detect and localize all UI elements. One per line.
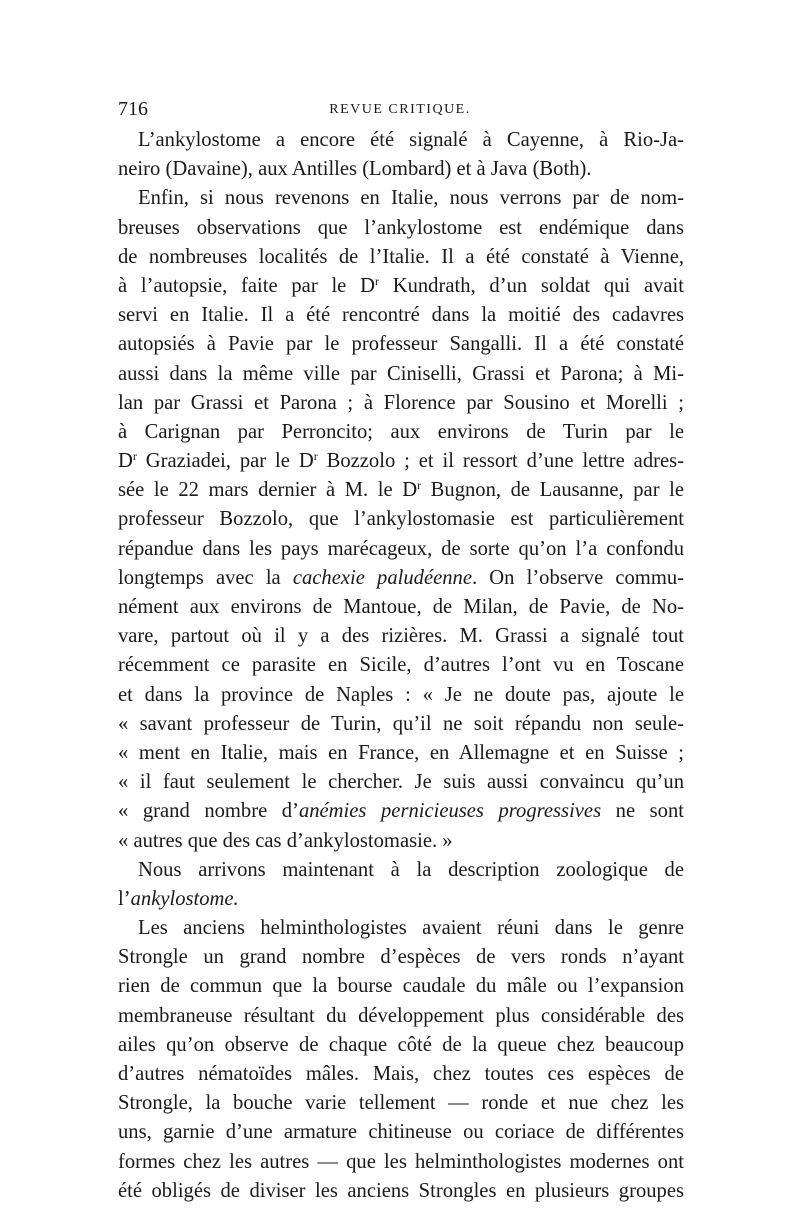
text-segment: à l’autopsie, faite par le D xyxy=(118,274,375,297)
text-line xyxy=(118,914,684,943)
running-title: REVUE CRITIQUE. xyxy=(329,102,471,117)
text-segment: ne sont xyxy=(601,800,684,823)
body-text xyxy=(118,126,684,1206)
text-line xyxy=(118,389,684,418)
text-line xyxy=(118,505,684,534)
text-line xyxy=(118,535,684,564)
text-line xyxy=(118,972,684,1001)
text-line xyxy=(118,301,684,330)
text-line xyxy=(118,1177,684,1206)
text-line xyxy=(118,885,684,914)
superscript: r xyxy=(374,273,379,288)
text-line xyxy=(118,768,684,797)
text-segment: Strongle un grand nombre d’espèces de vers ronds n’ayant xyxy=(118,946,684,969)
text-segment: « il faut seulement le chercher. Je suis aussi convaincu qu’un xyxy=(118,771,684,794)
italic-text: ankylostome. xyxy=(130,887,239,910)
text-segment: Graziadei, par le D xyxy=(136,450,314,473)
text-line xyxy=(118,710,684,739)
text-segment: formes chez les autres — que les helminthologistes modernes ont xyxy=(118,1150,684,1173)
text-segment: Nous arrivons maintenant à la description zoologique de xyxy=(138,858,684,881)
text-segment: nément aux environs de Mantoue, de Milan, de Pavie, de No- xyxy=(118,596,684,618)
text-line xyxy=(118,1148,684,1177)
text-segment: lan par Grassi et Parona ; à Florence par Sousino et Morelli ; xyxy=(118,391,684,414)
text-segment: Strongle, la bouche varie tellement — ronde et nue chez les xyxy=(118,1092,684,1115)
text-line xyxy=(118,447,684,476)
text-line xyxy=(118,184,684,213)
text-line xyxy=(118,681,684,710)
text-segment: breuses observations que l’ankylostome est endémique dans xyxy=(118,216,684,239)
text-segment: Les anciens helminthologistes avaient réuni dans le genre xyxy=(138,917,684,940)
text-line xyxy=(118,418,684,447)
text-segment: longtemps avec la xyxy=(118,566,293,589)
text-line xyxy=(118,622,684,651)
text-segment: rien de commun que la bourse caudale du mâle ou l’expansion xyxy=(118,975,684,998)
text-line xyxy=(118,1031,684,1060)
text-line xyxy=(118,564,684,593)
text-line xyxy=(118,214,684,243)
page-number: 716 xyxy=(118,98,148,120)
text-segment: Bugnon, de Lausanne, par le xyxy=(421,479,684,502)
text-segment: L’ankylostome a encore été signalé à Cayenne, à Rio-Ja- xyxy=(138,129,684,151)
text-line xyxy=(118,360,684,389)
text-segment: uns, garnie d’une armature chitineuse ou coriace de différentes xyxy=(118,1121,684,1144)
text-line xyxy=(118,476,684,505)
text-line xyxy=(118,126,684,155)
text-line xyxy=(118,739,684,768)
superscript: r xyxy=(132,449,137,464)
text-line xyxy=(118,827,684,856)
text-segment: ailes qu’on observe de chaque côté de la queue chez beaucoup xyxy=(118,1033,684,1056)
text-segment: vare, partout où il y a des rizières. M. Grassi a signalé tout xyxy=(118,625,684,648)
text-segment: . On l’observe commu- xyxy=(471,566,685,589)
text-line xyxy=(118,1060,684,1089)
italic-text: anémies pernicieuses progressives xyxy=(298,800,602,823)
italic-text: cachexie paludéenne xyxy=(292,566,472,589)
text-segment: répandue dans les pays marécageux, de sorte qu’on l’a confondu xyxy=(118,537,684,560)
text-line xyxy=(118,651,684,680)
text-line xyxy=(118,1089,684,1118)
text-segment: professeur Bozzolo, que l’ankylostomasie est particulièrement xyxy=(118,508,684,531)
text-line xyxy=(118,593,684,622)
text-line xyxy=(118,330,684,359)
text-segment: neiro (Davaine), aux Antilles (Lombard) et à Java (Both). xyxy=(118,158,592,181)
text-line xyxy=(118,243,684,272)
text-line xyxy=(118,1118,684,1147)
text-segment: D xyxy=(118,450,133,473)
text-segment: récemment ce parasite en Sicile, d’autres l’ont vu en Toscane xyxy=(118,654,684,677)
text-line xyxy=(118,797,684,826)
text-line xyxy=(118,1002,684,1031)
text-segment: autopsiés à Pavie par le professeur Sangalli. Il a été constaté xyxy=(118,333,684,356)
text-segment: l’ xyxy=(118,887,131,910)
text-segment: et dans la province de Naples : « Je ne doute pas, ajoute le xyxy=(118,683,684,706)
text-segment: « autres que des cas d’ankylostomasie. » xyxy=(118,829,453,852)
text-segment: aussi dans la même ville par Ciniselli, Grassi et Parona; à Mi- xyxy=(118,362,684,385)
text-segment: été obligés de diviser les anciens Strongles en plusieurs groupes xyxy=(118,1179,684,1202)
text-line xyxy=(118,155,684,184)
text-segment: à Carignan par Perroncito; aux environs de Turin par le xyxy=(118,420,684,443)
text-segment: sée le 22 mars dernier à M. le D xyxy=(118,479,418,502)
text-segment: membraneuse résultant du développement plus considérable des xyxy=(118,1004,684,1027)
text-segment: d’autres nématoïdes mâles. Mais, chez toutes ces espèces de xyxy=(118,1063,684,1085)
text-segment: de nombreuses localités de l’Italie. Il a été constaté à Vienne, xyxy=(118,245,684,268)
superscript: r xyxy=(313,449,318,464)
superscript: r xyxy=(417,478,422,493)
text-segment: « ment en Italie, mais en France, en Allemagne et en Suisse ; xyxy=(118,741,684,764)
running-head xyxy=(118,98,682,122)
text-segment: « savant professeur de Turin, qu’il ne soit répandu non seule- xyxy=(118,712,684,735)
text-segment: Bozzolo ; et il ressort d’une lettre adres- xyxy=(317,450,684,473)
text-segment: Kundrath, d’un soldat qui avait xyxy=(378,274,684,297)
text-line xyxy=(118,856,684,885)
text-segment: servi en Italie. Il a été rencontré dans la moitié des cadavres xyxy=(118,304,684,327)
text-segment: « grand nombre d’ xyxy=(118,800,299,823)
text-segment: Enfin, si nous revenons en Italie, nous verrons par de nom- xyxy=(138,187,684,210)
text-line xyxy=(118,943,684,972)
text-line xyxy=(118,272,684,301)
